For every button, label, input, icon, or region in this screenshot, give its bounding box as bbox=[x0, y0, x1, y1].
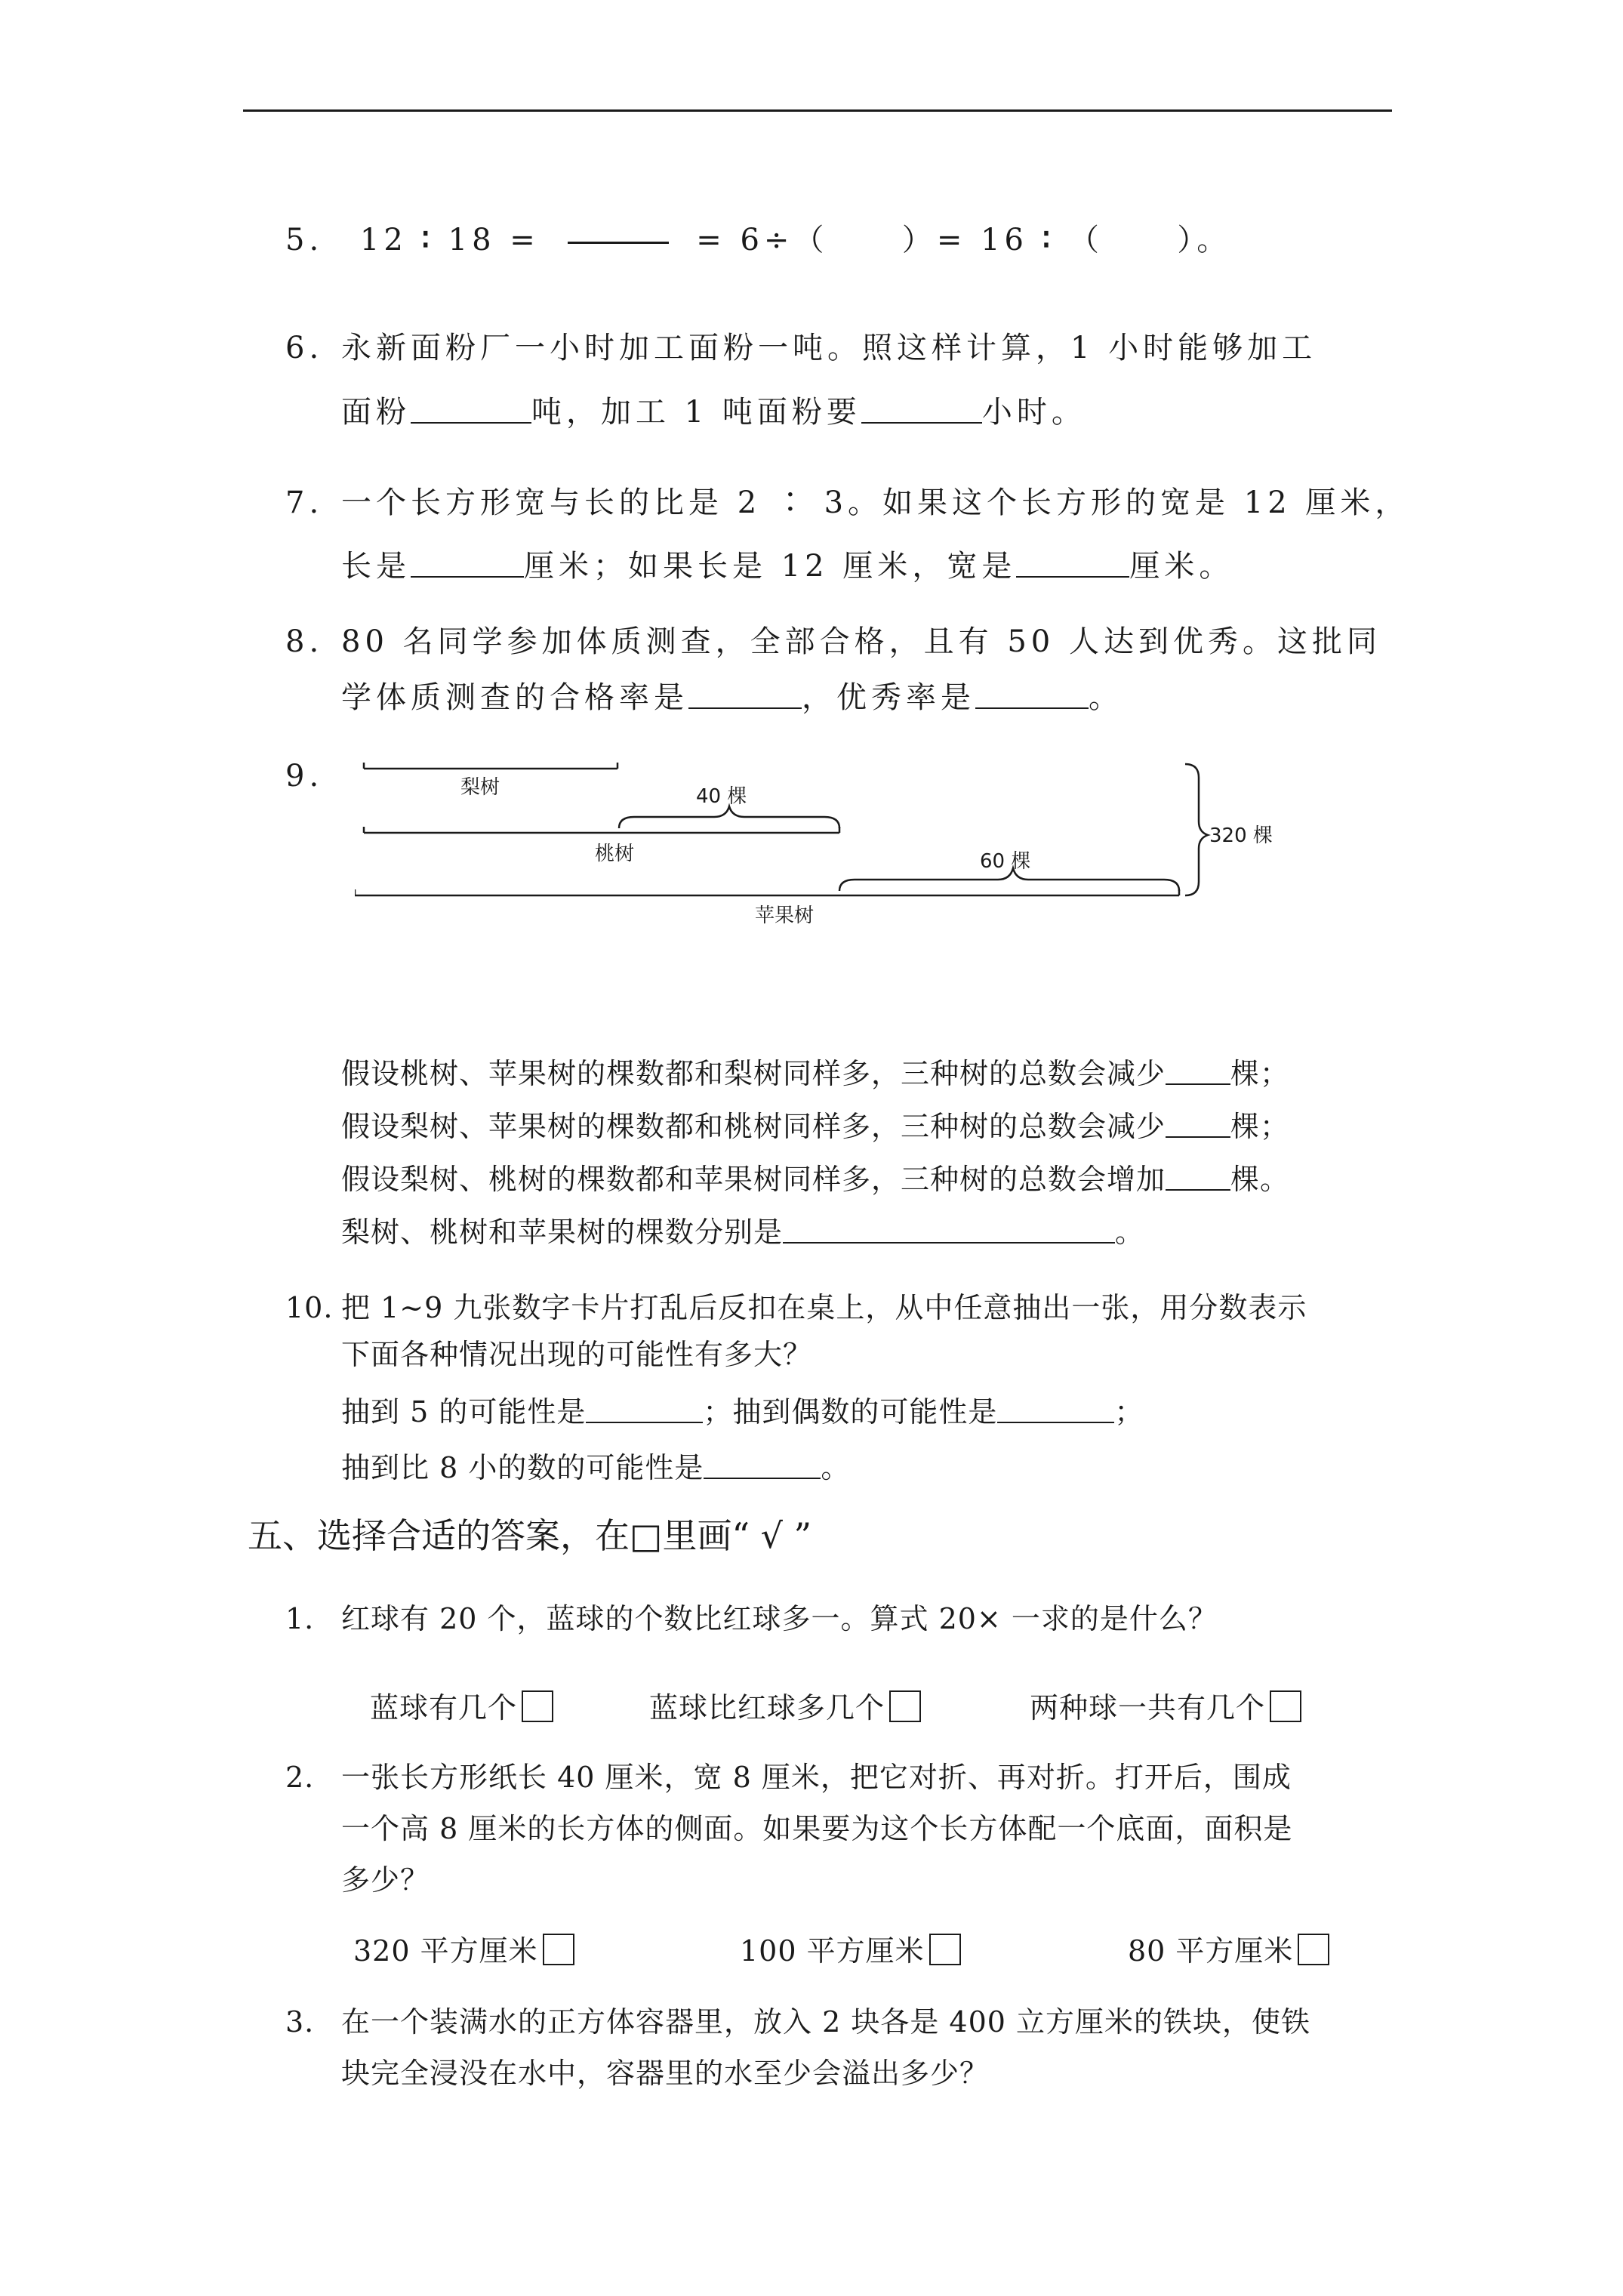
label-peach: 桃树 bbox=[595, 843, 635, 865]
q7-line2 bbox=[341, 545, 1233, 587]
q9-blank-2[interactable] bbox=[1166, 1111, 1230, 1138]
c2-number: 2. bbox=[285, 1761, 315, 1794]
q9-sentence-3 bbox=[341, 1158, 1289, 1200]
q8-line2 bbox=[341, 676, 1123, 719]
q10-line3 bbox=[341, 1391, 1144, 1433]
q6-blank-1[interactable] bbox=[411, 396, 531, 424]
q10-text-e: 。 bbox=[821, 1451, 851, 1484]
q9-sentence-4 bbox=[341, 1211, 1144, 1253]
q5-eq2: = 6÷（ bbox=[696, 223, 829, 257]
q10-line4 bbox=[341, 1447, 850, 1489]
label-pear: 梨树 bbox=[460, 776, 500, 799]
q9-blank-1[interactable] bbox=[1166, 1058, 1230, 1085]
q9-blank-3[interactable] bbox=[1166, 1163, 1230, 1191]
label-total: 320 棵 bbox=[1209, 824, 1273, 847]
q8-line1: 80 名同学参加体质测查，全部合格，且有 50 人达到优秀。这批同 bbox=[341, 624, 1381, 659]
c1-checkbox-3[interactable] bbox=[1270, 1690, 1301, 1722]
q8-blank-2[interactable] bbox=[975, 682, 1089, 709]
q9-s3-text: 假设梨树、桃树的棵数都和苹果树同样多，三种树的总数会增加 bbox=[341, 1163, 1166, 1196]
q6-number: 6. bbox=[285, 331, 324, 365]
q10-text-a: 抽到 5 的可能性是 bbox=[341, 1395, 587, 1428]
q6-text-b: 吨，加工 1 吨面粉要 bbox=[531, 395, 861, 430]
c2-line2: 一个高 8 厘米的长方体的侧面。如果要为这个长方体配一个底面，面积是 bbox=[341, 1812, 1293, 1845]
q6-line2 bbox=[341, 391, 1086, 433]
q9-s4-text: 梨树、桃树和苹果树的棵数分别是 bbox=[341, 1216, 784, 1249]
label-60: 60 棵 bbox=[980, 850, 1031, 873]
brace-40 bbox=[619, 806, 839, 828]
section-5-title: 五、选择合适的答案，在□里画“ √ ” bbox=[248, 1515, 812, 1556]
c1-checkbox-2[interactable] bbox=[889, 1690, 921, 1722]
q9-s1-text: 假设桃树、苹果树的棵数都和梨树同样多，三种树的总数会减少 bbox=[341, 1057, 1166, 1090]
q9-s2-text: 假设梨树、苹果树的棵数都和桃树同样多，三种树的总数会减少 bbox=[341, 1110, 1166, 1143]
c1-line1: 红球有 20 个，蓝球的个数比红球多一。算式 20× 一求的是什么？ bbox=[341, 1602, 1218, 1635]
c3-number: 3. bbox=[285, 2005, 315, 2039]
c1-option-1[interactable] bbox=[370, 1687, 553, 1729]
q9-sentence-2 bbox=[341, 1105, 1289, 1148]
q9-sentence-1 bbox=[341, 1052, 1289, 1095]
q10-blank-3[interactable] bbox=[704, 1452, 821, 1479]
c1-option-1-label: 蓝球有几个 bbox=[370, 1691, 518, 1724]
label-40: 40 棵 bbox=[696, 785, 747, 808]
q8-text-c: 。 bbox=[1089, 680, 1123, 715]
q9-s4-end: 。 bbox=[1115, 1216, 1145, 1249]
q5-end: ）。 bbox=[1177, 223, 1232, 257]
q10-line1: 把 1~9 九张数字卡片打乱后反扣在桌上，从中任意抽出一张，用分数表示 bbox=[341, 1291, 1307, 1324]
c2-checkbox-3[interactable] bbox=[1298, 1934, 1329, 1965]
q7-text-c: 厘米。 bbox=[1129, 549, 1234, 584]
header-rule bbox=[243, 109, 1392, 112]
c2-option-1[interactable] bbox=[353, 1930, 574, 1972]
q10-text-b: ；抽到偶数的可能性是 bbox=[703, 1395, 998, 1428]
q10-blank-2[interactable] bbox=[997, 1396, 1114, 1423]
q10-number: 10. bbox=[285, 1291, 334, 1324]
q6-blank-2[interactable] bbox=[861, 396, 982, 424]
q5-close: ）= 16 bbox=[901, 223, 1029, 257]
c2-option-2-label: 100 平方厘米 bbox=[740, 1934, 925, 1968]
q10-text-d: 抽到比 8 小的数的可能性是 bbox=[341, 1451, 704, 1484]
q7-text-a: 长是 bbox=[341, 549, 411, 584]
q5-colon2: ∶ bbox=[1042, 222, 1055, 257]
q8-text-a: 学体质测查的合格率是 bbox=[341, 680, 688, 715]
c1-option-3-label: 两种球一共有几个 bbox=[1030, 1691, 1266, 1724]
q8-blank-1[interactable] bbox=[688, 682, 802, 709]
q5-b: 18 bbox=[448, 223, 496, 257]
q6-text-a: 面粉 bbox=[341, 395, 411, 430]
c1-option-2-label: 蓝球比红球多几个 bbox=[649, 1691, 885, 1724]
c2-checkbox-2[interactable] bbox=[929, 1934, 961, 1965]
q8-text-b: ，优秀率是 bbox=[802, 680, 975, 715]
q5-colon: ∶ bbox=[421, 222, 434, 257]
total-brace bbox=[1185, 764, 1208, 895]
label-apple: 苹果树 bbox=[755, 905, 815, 927]
c3-line2: 块完全浸没在水中，容器里的水至少会溢出多少？ bbox=[341, 2057, 990, 2090]
c2-option-3[interactable] bbox=[1128, 1930, 1329, 1972]
q10-text-c: ； bbox=[1114, 1395, 1144, 1428]
c1-number: 1. bbox=[285, 1602, 315, 1635]
c1-checkbox-1[interactable] bbox=[522, 1690, 553, 1722]
q10-line2: 下面各种情况出现的可能性有多大？ bbox=[341, 1338, 813, 1371]
q5-a: 12 bbox=[359, 223, 408, 257]
c2-option-1-label: 320 平方厘米 bbox=[353, 1934, 538, 1968]
q7-blank-2[interactable] bbox=[1016, 550, 1129, 578]
q5-paren: （ bbox=[1068, 223, 1104, 257]
c2-option-2[interactable] bbox=[740, 1930, 961, 1972]
q7-text-b: 厘米；如果长是 12 厘米，宽是 bbox=[524, 549, 1017, 584]
q5-number: 5. bbox=[285, 223, 324, 257]
q6-text-c: 小时。 bbox=[981, 395, 1086, 430]
q7-blank-1[interactable] bbox=[411, 550, 524, 578]
c3-line1: 在一个装满水的正方体容器里，放入 2 块各是 400 立方厘米的铁块，使铁 bbox=[341, 2005, 1311, 2039]
c2-line3: 多少？ bbox=[341, 1863, 430, 1897]
q9-number: 9. bbox=[285, 759, 324, 794]
c1-option-2[interactable] bbox=[649, 1687, 921, 1729]
c2-option-3-label: 80 平方厘米 bbox=[1128, 1934, 1294, 1968]
question-5 bbox=[285, 219, 1231, 261]
q5-eq: = bbox=[510, 223, 540, 257]
q9-blank-4[interactable] bbox=[783, 1216, 1115, 1244]
c2-checkbox-1[interactable] bbox=[543, 1934, 574, 1965]
q9-s2-end: 棵； bbox=[1230, 1110, 1290, 1143]
q9-s1-end: 棵； bbox=[1230, 1057, 1290, 1090]
q7-number: 7. bbox=[285, 485, 324, 520]
q9-s3-end: 棵。 bbox=[1230, 1163, 1290, 1196]
q5-fraction-line bbox=[568, 242, 669, 244]
q10-blank-1[interactable] bbox=[586, 1396, 703, 1423]
q8-number: 8. bbox=[285, 624, 324, 659]
c2-line1: 一张长方形纸长 40 厘米，宽 8 厘米，把它对折、再对折。打开后，围成 bbox=[341, 1761, 1292, 1794]
q7-line1: 一个长方形宽与长的比是 2 ∶ 3。如果这个长方形的宽是 12 厘米， bbox=[341, 485, 1410, 520]
q6-line1: 永新面粉厂一小时加工面粉一吨。照这样计算，1 小时能够加工 bbox=[341, 331, 1317, 365]
c1-option-3[interactable] bbox=[1030, 1687, 1301, 1729]
